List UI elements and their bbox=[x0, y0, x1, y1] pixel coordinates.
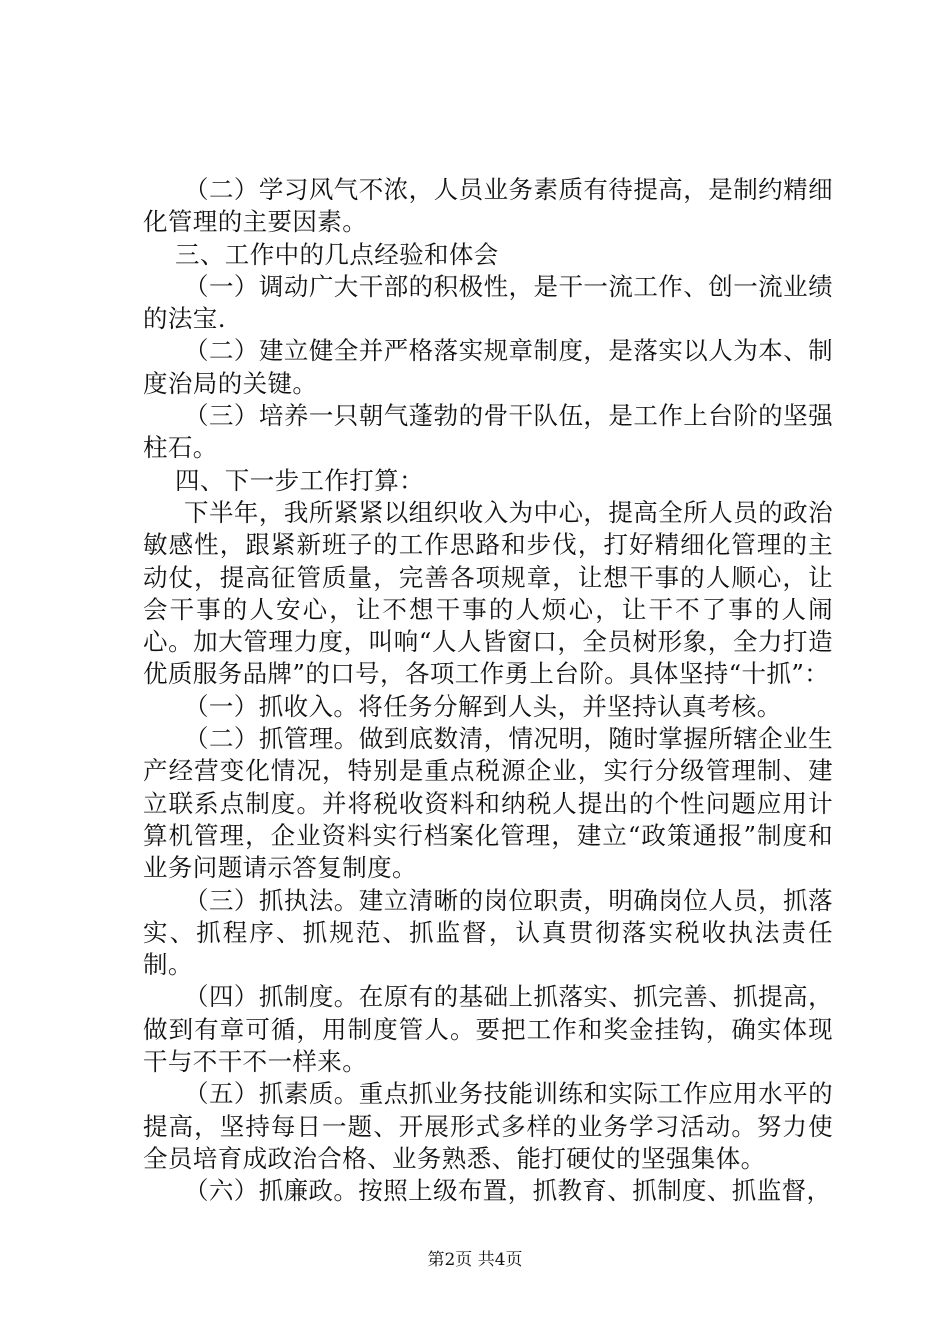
section-heading: 三、工作中的几点经验和体会 bbox=[175, 239, 499, 269]
paragraph: （四）抓制度。在原有的基础上抓落实、抓完善、抓提高，做到有章可循，用制度管人。要把工作和奖金挂钩，确实体现干与不干不一样来。 bbox=[143, 982, 833, 1077]
paragraph: （二）学习风气不浓，人员业务素质有待提高，是制约精细化管理的主要因素。 bbox=[143, 175, 833, 237]
paragraph: （五）抓素质。重点抓业务技能训练和实际工作应用水平的提高，坚持每日一题、开展形式多样的业务学习活动。努力使全员培育成政治合格、业务熟悉、能打硬仗的坚强集体。 bbox=[143, 1079, 833, 1173]
page-footer: 第2页 共4页 bbox=[427, 1250, 523, 1270]
paragraph: 下半年，我所紧紧以组织收入为中心，提高全所人员的政治敏感性，跟紧新班子的工作思路和步伐，打好精细化管理的主动仗，提高征管质量，完善各项规章，让想干事的人顺心，让会干事的人安心，让不想干事的人烦心，让干不了事的人闹心。加大管理力度，叫响“人人皆窗口，全员树形象，全力打造优质服务品牌”的口号，各项工作勇上台阶。具体坚持“十抓”： bbox=[143, 497, 833, 689]
document-body bbox=[143, 174, 833, 1208]
paragraph: （三）培养一只朝气蓬勃的骨干队伍，是工作上台阶的坚强柱石。 bbox=[143, 401, 833, 463]
paragraph: （二）建立健全并严格落实规章制度，是落实以人为本、制度治局的关键。 bbox=[143, 336, 833, 398]
section-heading: 四、下一步工作打算： bbox=[175, 465, 424, 495]
paragraph: （一）调动广大干部的积极性，是干一流工作、创一流业绩的法宝. bbox=[143, 271, 833, 334]
paragraph: （六）抓廉政。按照上级布置，抓教育、抓制度、抓监督， bbox=[184, 1176, 832, 1206]
paragraph: （二）抓管理。做到底数清，情况明，随时掌握所辖企业生产经营变化情况，特别是重点税源企业，实行分级管理制、建立联系点制度。并将税收资料和纳税人提出的个性问题应用计算机管理，企业资料实行档案化管理，建立“政策通报”制度和业务问题请示答复制度。 bbox=[143, 724, 833, 883]
paragraph: （一）抓收入。将任务分解到人头，并坚持认真考核。 bbox=[184, 691, 782, 721]
paragraph: （三）抓执法。建立清晰的岗位职责，明确岗位人员，抓落实、抓程序、抓规范、抓监督，认真贯彻落实税收执法责任制。 bbox=[143, 885, 833, 980]
